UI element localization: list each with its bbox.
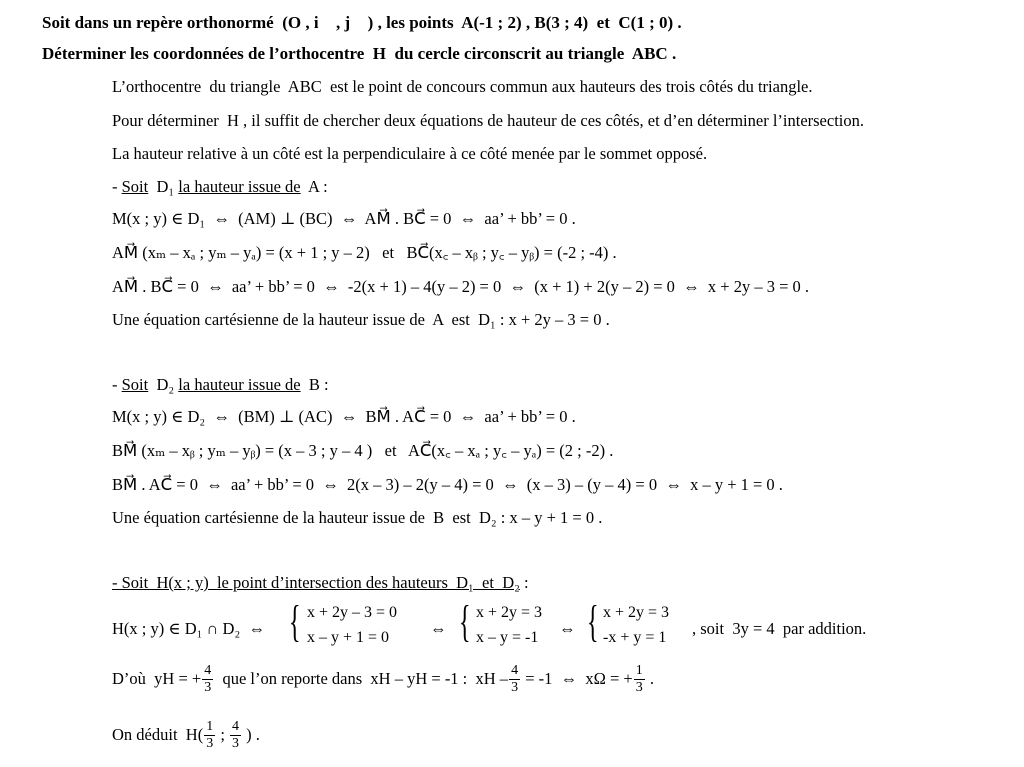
system-brace-3: {	[587, 597, 599, 646]
dou-prefix: D’où yH = +	[112, 669, 202, 689]
system-3-eq-b: -x + y = 1	[603, 629, 667, 646]
d1-title-soit: Soit	[121, 177, 149, 196]
d1-section-title	[112, 179, 328, 196]
dou-middle-2: = -1 ⇔ xΩ = +	[521, 669, 633, 689]
system-1-eq-b: x – y + 1 = 0	[307, 629, 390, 646]
fraction-denominator: 3	[511, 680, 519, 695]
equiv-symbol-2: ⇔	[559, 619, 576, 638]
equiv-symbol-1: ⇔	[430, 619, 447, 638]
h-system-lead: H(x ; y) ∈ D₁ ∩ D₂ ⇔	[112, 619, 265, 638]
d2-line-1: M(x ; y) ∈ D₂ ⇔ (BM) ⊥ (AC) ⇔ BM⃗ . AC⃗ = 0 ⇔ aa’ + bb’ = 0 .	[112, 407, 576, 426]
fraction-numerator: 1	[206, 719, 214, 734]
h-addition-note: , soit 3y = 4 par addition.	[692, 619, 867, 638]
dou-end: .	[645, 669, 654, 689]
intro-paragraph-1: L’orthocentre du triangle ABC est le point de concours commun aux hauteurs des trois côtés du triangle.	[112, 77, 813, 96]
intro-paragraph-3: La hauteur relative à un côté est la perpendiculaire à ce côté menée par le sommet opposé.	[112, 144, 708, 163]
fraction-x-omega	[634, 664, 645, 695]
problem-statement-line1: Soit dans un repère orthonormé (O , i⃗ , j⃗ ) , les points A(-1 ; 2) , B(3 ; 4) et C(1 ; 0) .	[42, 13, 682, 32]
system-brace-2: {	[459, 597, 471, 646]
d2-title-soit: Soit	[121, 375, 149, 394]
problem-statement-line2: Déterminer les coordonnées de l’orthocentre H du cercle circonscrit au triangle ABC .	[42, 44, 677, 63]
fraction-denominator: 3	[232, 736, 240, 751]
system-brace-1: {	[289, 597, 301, 646]
d2-title-prefix: -	[112, 375, 122, 394]
fraction-denominator: 3	[635, 680, 643, 695]
d1-line-4: Une équation cartésienne de la hauteur issue de A est D₁ : x + 2y – 3 = 0 .	[112, 310, 610, 329]
fraction-numerator: 4	[232, 719, 240, 734]
system-3-eq-a: x + 2y = 3	[603, 604, 670, 621]
fraction-numerator: 4	[511, 663, 519, 678]
d2-title-end: B :	[300, 375, 329, 394]
d1-title-prefix: -	[112, 177, 122, 196]
h-coordinate-derivation	[112, 664, 654, 695]
d2-title-rest: la hauteur issue de	[178, 375, 301, 394]
fraction-denominator: 3	[206, 736, 214, 751]
conclusion-prefix: On déduit H(	[112, 725, 204, 745]
h-conclusion	[112, 720, 260, 751]
d1-title-rest: la hauteur issue de	[178, 177, 301, 196]
system-2-eq-a: x + 2y = 3	[476, 604, 543, 621]
intro-paragraph-2: Pour déterminer H , il suffit de chercher deux équations de hauteur de ces côtés, et d’en déterminer l’intersection.	[112, 111, 864, 130]
h-title-end: :	[519, 573, 529, 592]
fraction-numerator: 4	[204, 663, 212, 678]
d1-line-3: AM⃗ . BC⃗ = 0 ⇔ aa’ + bb’ = 0 ⇔ -2(x + 1) – 4(y – 2) = 0 ⇔ (x + 1) + 2(y – 2) = 0 ⇔ x + 2y – 3 = 0 .	[112, 277, 809, 296]
d1-line-1: M(x ; y) ∈ D₁ ⇔ (AM) ⊥ (BC) ⇔ AM⃗ . BC⃗ = 0 ⇔ aa’ + bb’ = 0 .	[112, 209, 576, 228]
d1-title-end: A :	[300, 177, 328, 196]
fraction-substitution	[509, 664, 520, 695]
fraction-denominator: 3	[204, 680, 212, 695]
fraction-h-y	[230, 720, 241, 751]
conclusion-separator: ;	[216, 725, 230, 745]
d2-line-3: BM⃗ . AC⃗ = 0 ⇔ aa’ + bb’ = 0 ⇔ 2(x – 3) – 2(y – 4) = 0 ⇔ (x – 3) – (y – 4) = 0 ⇔ x – y + 1 = 0 .	[112, 475, 783, 494]
d1-title-var: D₁	[148, 177, 175, 196]
fraction-y-h	[202, 664, 213, 695]
dou-middle: que l’on reporte dans xH – yH = -1 : xH –	[214, 669, 509, 689]
system-2-eq-b: x – y = -1	[476, 629, 539, 646]
conclusion-end: ) .	[242, 725, 260, 745]
fraction-h-x	[204, 720, 215, 751]
d2-title-var: D₂	[148, 375, 175, 394]
d2-line-4: Une équation cartésienne de la hauteur issue de B est D₂ : x – y + 1 = 0 .	[112, 508, 603, 527]
system-1-eq-a: x + 2y – 3 = 0	[307, 604, 398, 621]
d2-section-title	[112, 377, 329, 394]
d2-line-2: BM⃗ (xₘ – xᵦ ; yₘ – yᵦ) = (x – 3 ; y – 4 ) et AC⃗(x꜀ – xₐ ; y꜀ – yₐ) = (2 ; -2) .	[112, 441, 614, 460]
fraction-numerator: 1	[635, 663, 643, 678]
h-section-title	[112, 575, 529, 592]
d1-line-2: AM⃗ (xₘ – xₐ ; yₘ – yₐ) = (x + 1 ; y – 2) et BC⃗(x꜀ – xᵦ ; y꜀ – yᵦ) = (-2 ; -4) .	[112, 243, 617, 262]
h-title-text: - Soit H(x ; y) le point d’intersection des hauteurs D₁ et D₂	[112, 573, 520, 592]
